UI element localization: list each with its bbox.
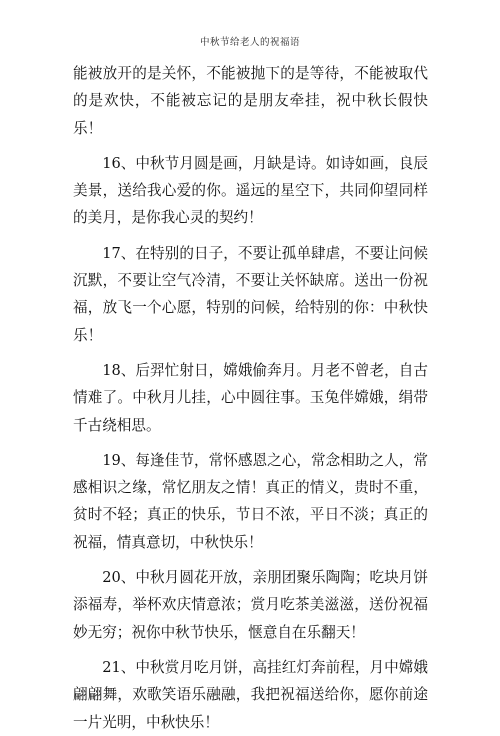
paragraph-21: 21、中秋赏月吃月饼，高挂红灯奔前程，月中嫦娥翩翩舞，欢歌笑语乐融融，我把祝福送给你，愿你前途一片光明，中秋快乐！ [73,658,428,731]
paragraph-18: 18、后羿忙射日，嫦娥偷奔月。月老不曾老，自古情难了。中秋月儿挂，心中圆往事。玉兔伴嫦娥，绢带千古绕相思。 [73,361,428,434]
document-body [73,60,428,731]
paragraph-20: 20、中秋月圆花开放，亲朋团聚乐陶陶；吃块月饼添福寿，举杯欢庆情意浓；赏月吃茶美滋滋，送份祝福妙无穷；祝你中秋节快乐，惬意自在乐翻天！ [73,569,428,641]
page-header-title: 中秋节给老人的祝福语 [199,37,300,48]
paragraph-continued: 能被放开的是关怀，不能被抛下的是等待，不能被取代的是欢快，不能被忘记的是朋友牵挂，祝中秋长假快乐！ [73,65,428,137]
paragraph-16: 16、中秋节月圆是画，月缺是诗。如诗如画，良辰美景，送给我心爱的你。遥远的星空下，共同仰望同样的美月，是你我心灵的契约！ [73,154,428,227]
paragraph-17: 17、在特别的日子，不要让孤单肆虐，不要让问候沉默，不要让空气冷清，不要让关怀缺席。送出一份祝福，放飞一个心愿，特别的问候，给特别的你：中秋快乐！ [73,244,428,344]
paragraph-19: 19、每逢佳节，常怀感恩之心，常念相助之人，常感相识之缘，常忆朋友之情！真正的情义，贵时不重，贫时不轻；真正的快乐，节日不浓，平日不淡；真正的祝福，情真意切，中秋快乐！ [73,451,428,551]
